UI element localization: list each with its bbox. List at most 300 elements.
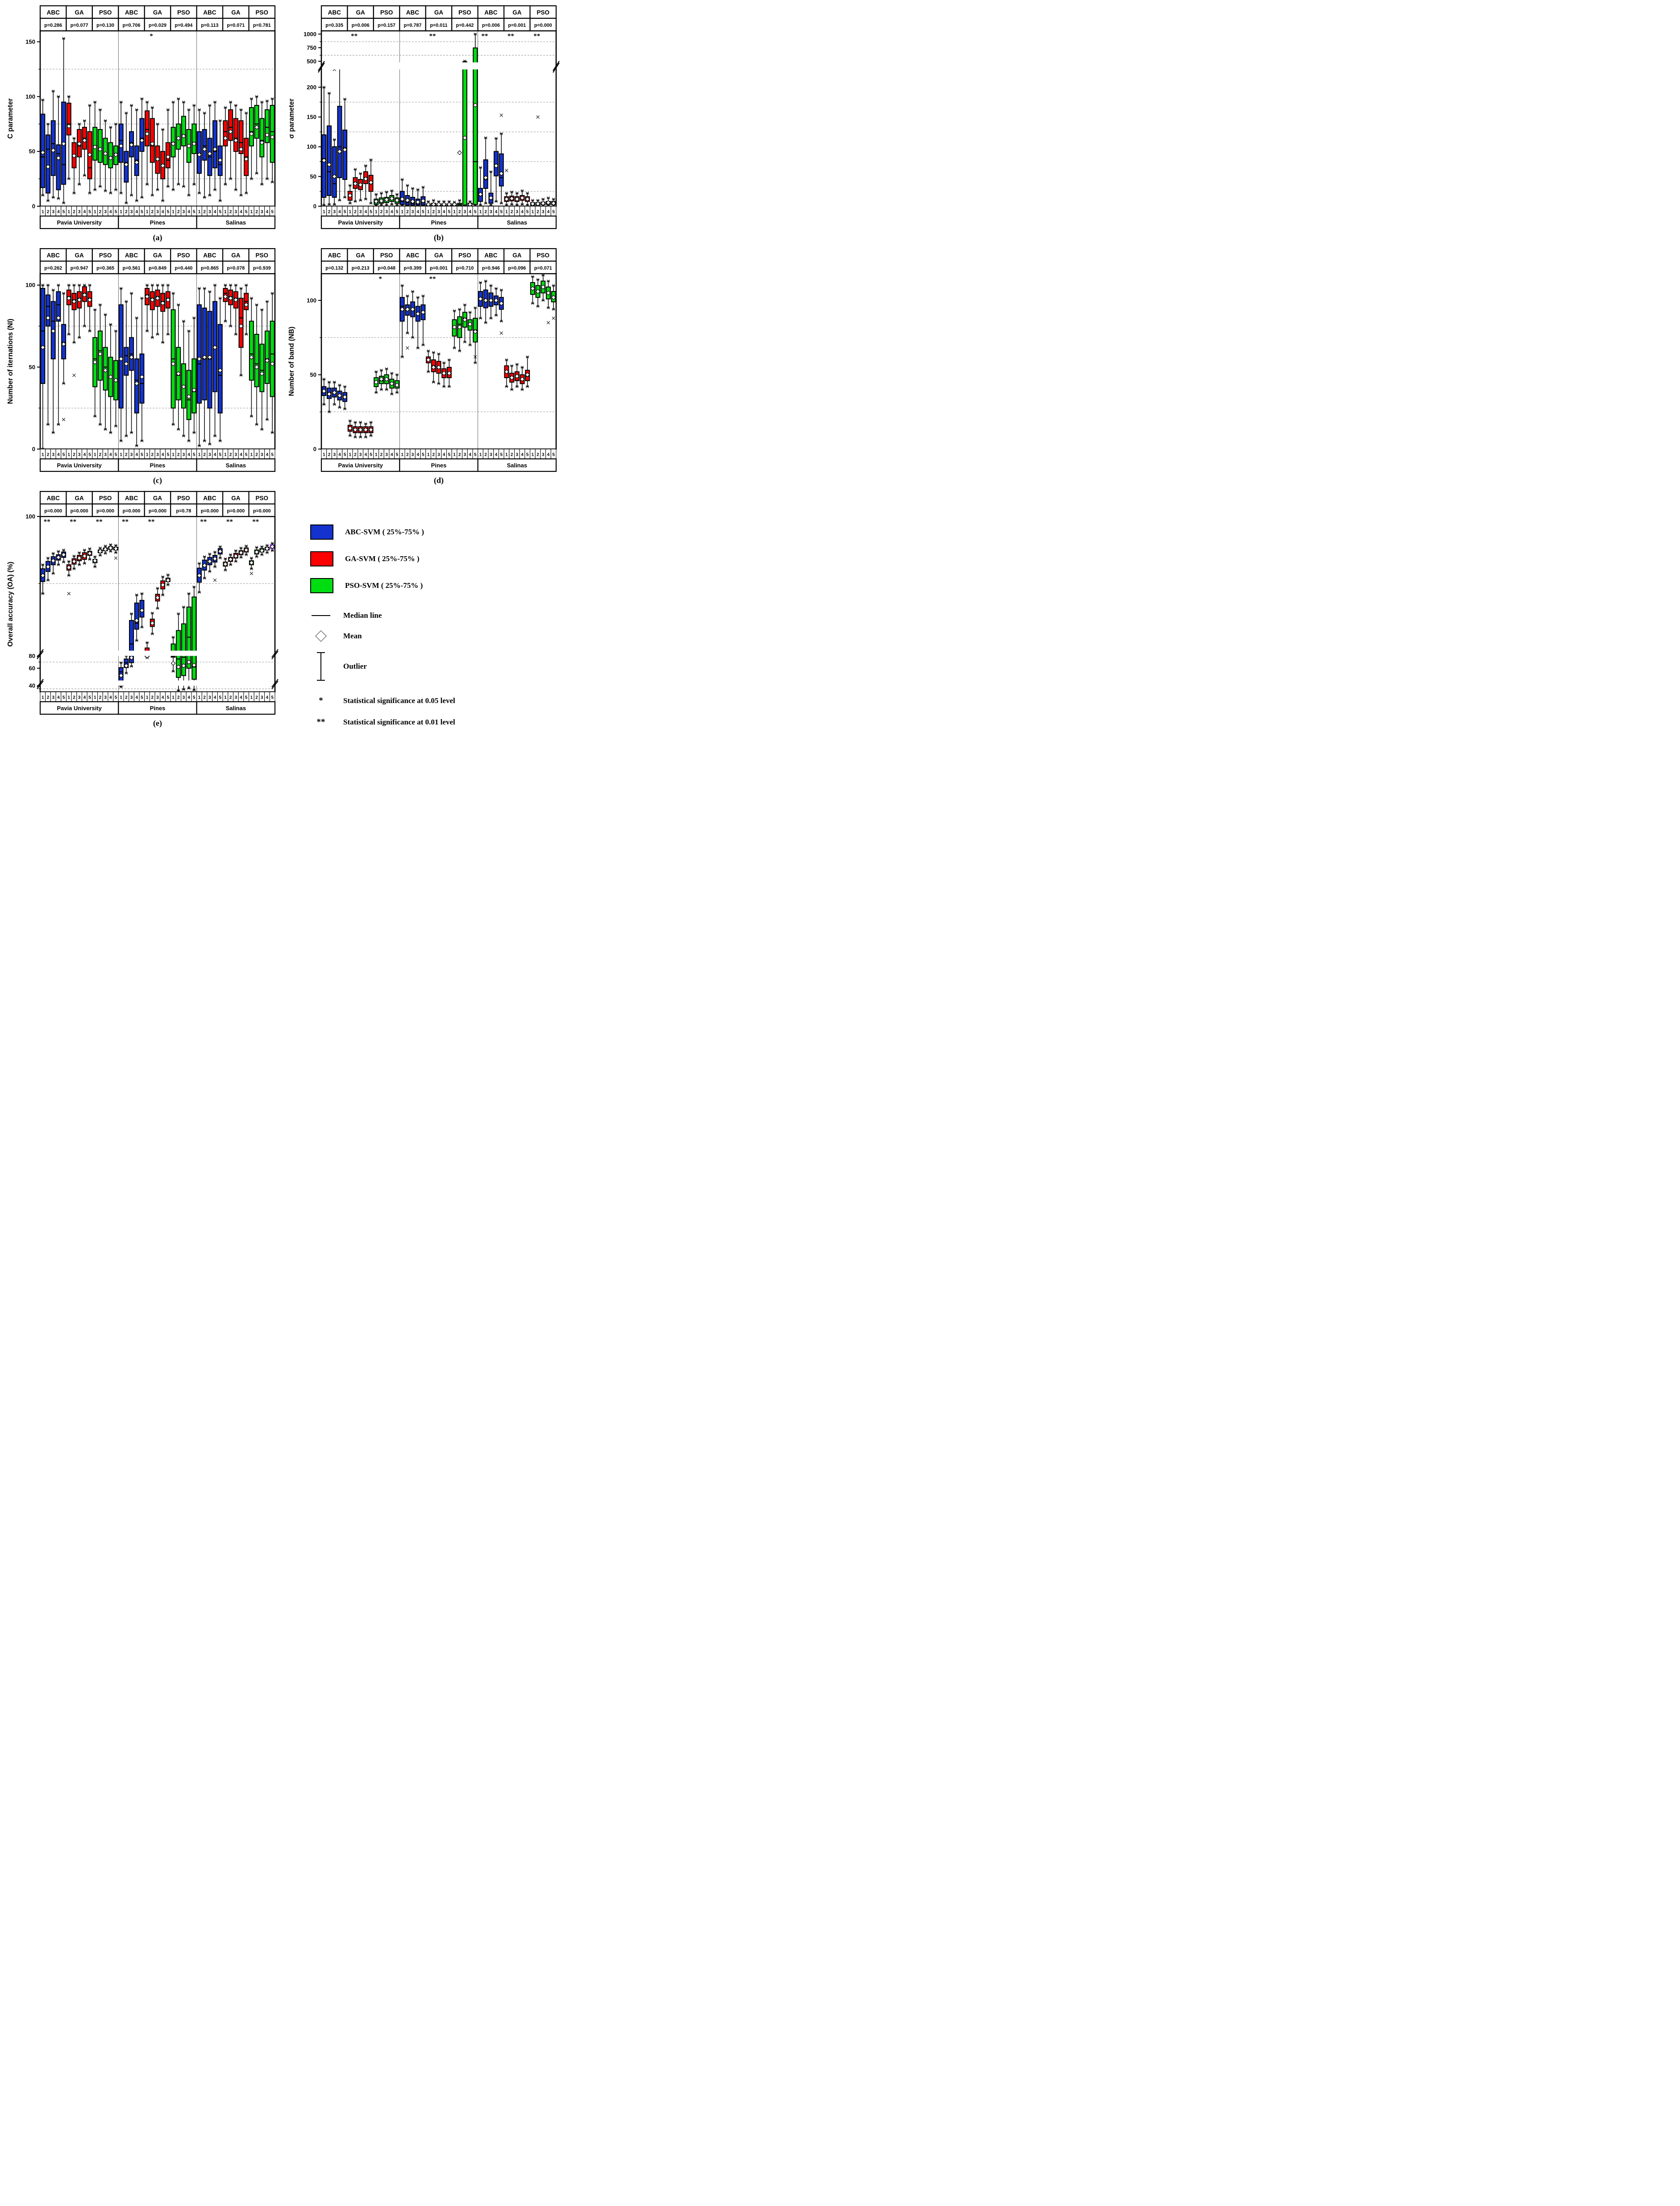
run-number: 3 bbox=[104, 452, 107, 458]
run-number: 3 bbox=[130, 209, 133, 215]
legend bbox=[310, 524, 533, 725]
p-value: p=0.113 bbox=[201, 23, 219, 28]
box-pavia-university-abc-5 bbox=[343, 385, 347, 410]
y-tick-label: 40 bbox=[29, 682, 35, 689]
box-salinas-ga-4 bbox=[239, 547, 243, 559]
box-pavia-university-pso-5 bbox=[395, 373, 399, 394]
run-number: 2 bbox=[380, 452, 383, 458]
run-number: 4 bbox=[391, 209, 393, 215]
run-number: 5 bbox=[88, 452, 91, 458]
box-salinas-abc-1 bbox=[197, 562, 201, 594]
dataset-label: Salinas bbox=[225, 219, 246, 226]
run-number: 3 bbox=[208, 209, 211, 215]
p-value: p=0.946 bbox=[482, 266, 500, 271]
run-number: 2 bbox=[177, 695, 180, 700]
median-line-icon bbox=[310, 615, 332, 616]
box-pavia-university-ga-1 bbox=[67, 284, 71, 336]
y-tick-label: 1000 bbox=[304, 30, 316, 37]
run-number: 3 bbox=[130, 695, 133, 700]
run-number: 1 bbox=[198, 209, 201, 215]
method-label: GA bbox=[231, 495, 241, 502]
panel-a bbox=[4, 4, 279, 246]
box-pines-pso-2 bbox=[457, 308, 462, 352]
pso-label: PSO-SVM ( 25%-75% ) bbox=[345, 581, 423, 590]
box-salinas-ga-5 bbox=[525, 356, 529, 388]
run-number: 3 bbox=[437, 452, 440, 458]
method-label: ABC bbox=[203, 495, 216, 502]
p-value: p=0.000 bbox=[227, 508, 245, 514]
run-number: 3 bbox=[156, 209, 159, 215]
run-number: 3 bbox=[385, 209, 388, 215]
run-number: 2 bbox=[46, 695, 50, 700]
run-number: 4 bbox=[213, 209, 216, 215]
run-number: 4 bbox=[391, 452, 393, 458]
run-number: 1 bbox=[224, 695, 227, 700]
run-number: 1 bbox=[93, 695, 96, 700]
p-value: p=0.494 bbox=[175, 23, 193, 28]
run-number: 3 bbox=[234, 695, 237, 700]
run-number: 5 bbox=[219, 695, 222, 700]
run-number: 3 bbox=[490, 452, 492, 458]
y-tick-label: 50 bbox=[29, 148, 35, 155]
run-number: 4 bbox=[109, 695, 112, 700]
y-tick-label: 500 bbox=[307, 58, 316, 65]
box-pines-pso-2 bbox=[176, 304, 180, 431]
box-salinas-pso-2 bbox=[254, 95, 258, 175]
run-number: 2 bbox=[484, 452, 487, 458]
box-salinas-ga-1 bbox=[223, 284, 227, 323]
box-pavia-university-ga-4 bbox=[83, 284, 87, 328]
box-pines-pso-1 bbox=[171, 101, 175, 191]
run-number: 1 bbox=[198, 452, 201, 458]
p-value: p=0.130 bbox=[96, 23, 115, 28]
box-salinas-pso-3 bbox=[260, 308, 264, 431]
run-number: 2 bbox=[380, 209, 383, 215]
legend-row-mean bbox=[310, 632, 533, 641]
method-label: ABC bbox=[46, 495, 60, 502]
p-value: p=0.787 bbox=[403, 23, 422, 28]
run-number: 4 bbox=[240, 209, 242, 215]
box-pines-abc-2 bbox=[124, 300, 128, 437]
dataset-label: Salinas bbox=[507, 462, 528, 469]
run-number: 3 bbox=[234, 452, 237, 458]
panel-caption: (a) bbox=[153, 233, 162, 242]
run-number: 3 bbox=[156, 695, 159, 700]
box-pines-ga-3 bbox=[155, 587, 159, 610]
box-salinas-abc-2 bbox=[203, 555, 207, 579]
y-tick-label: 100 bbox=[307, 143, 316, 150]
p-value: p=0.781 bbox=[253, 23, 271, 28]
run-number: 1 bbox=[349, 452, 352, 458]
run-number: 5 bbox=[166, 452, 170, 458]
run-number: 1 bbox=[42, 452, 44, 458]
run-number: 5 bbox=[422, 452, 424, 458]
run-number: 2 bbox=[125, 695, 128, 700]
significance-stars: ** bbox=[429, 33, 436, 40]
run-number: 1 bbox=[42, 209, 44, 215]
run-number: 2 bbox=[73, 695, 75, 700]
p-value: p=0.006 bbox=[351, 23, 370, 28]
p-value: p=0.029 bbox=[149, 23, 166, 28]
run-number: 4 bbox=[364, 452, 367, 458]
method-label: ABC bbox=[203, 9, 216, 16]
y-axis-ticks bbox=[304, 31, 321, 210]
method-label: GA bbox=[434, 252, 444, 259]
y-tick-label: 50 bbox=[310, 173, 316, 180]
box-salinas-abc-3 bbox=[208, 290, 212, 445]
method-label: ABC bbox=[406, 252, 420, 259]
run-number: 2 bbox=[73, 209, 75, 215]
run-number: 4 bbox=[161, 452, 164, 458]
method-label: ABC bbox=[125, 252, 138, 259]
box-pavia-university-abc-1 bbox=[41, 563, 45, 595]
run-number: 4 bbox=[161, 209, 164, 215]
method-label: GA bbox=[356, 252, 365, 259]
run-number: 2 bbox=[151, 209, 154, 215]
p-value: p=0.365 bbox=[96, 266, 115, 271]
box-pines-abc-4 bbox=[135, 108, 139, 202]
run-number: 5 bbox=[245, 209, 248, 215]
box-pines-ga-1 bbox=[145, 284, 149, 333]
run-number: 3 bbox=[208, 452, 211, 458]
box-pines-ga-5 bbox=[166, 574, 170, 587]
y-axis-ticks bbox=[307, 297, 321, 452]
run-number: 5 bbox=[395, 452, 399, 458]
run-number: 3 bbox=[385, 452, 388, 458]
method-label: GA bbox=[434, 9, 444, 16]
mean-label: Mean bbox=[343, 632, 362, 640]
method-label: ABC bbox=[484, 9, 498, 16]
p-value: p=0.000 bbox=[96, 508, 115, 514]
run-number: 4 bbox=[521, 209, 524, 215]
box-salinas-ga-4 bbox=[520, 366, 524, 391]
box-pines-abc-5 bbox=[421, 295, 425, 346]
run-number: 1 bbox=[479, 452, 482, 458]
method-label: PSO bbox=[255, 495, 269, 502]
run-number: 1 bbox=[505, 209, 508, 215]
method-label: PSO bbox=[255, 9, 269, 16]
run-number: 2 bbox=[328, 209, 331, 215]
box-pines-pso-1 bbox=[171, 292, 175, 426]
p-value: p=0.048 bbox=[378, 266, 396, 271]
p-value: p=0.071 bbox=[534, 266, 552, 271]
box-pavia-university-pso-2 bbox=[379, 192, 383, 207]
y-axis-label: σ parameter bbox=[288, 98, 295, 139]
box-pines-abc-1 bbox=[400, 284, 404, 358]
box-salinas-abc-4 bbox=[213, 101, 217, 191]
box-pines-abc-3 bbox=[129, 104, 133, 196]
y-axis-ticks bbox=[25, 38, 40, 209]
run-number: 5 bbox=[500, 209, 503, 215]
box-salinas-ga-2 bbox=[510, 191, 514, 206]
box-salinas-pso-5 bbox=[270, 542, 274, 552]
run-number: 1 bbox=[427, 209, 430, 215]
method-label: GA bbox=[356, 9, 365, 16]
run-number: 5 bbox=[448, 452, 451, 458]
panel-caption: (d) bbox=[434, 476, 444, 485]
box-pines-ga-1 bbox=[426, 350, 430, 373]
run-number: 4 bbox=[213, 452, 216, 458]
box-pines-pso-3 bbox=[463, 60, 467, 207]
method-label: GA bbox=[75, 252, 84, 259]
run-number: 3 bbox=[78, 695, 81, 700]
p-value: p=0.000 bbox=[149, 508, 166, 514]
box-pines-ga-5 bbox=[447, 358, 451, 388]
box-salinas-ga-4 bbox=[239, 108, 243, 197]
run-number: 2 bbox=[177, 209, 180, 215]
box-pavia-university-pso-5 bbox=[395, 193, 399, 206]
box-pines-abc-5 bbox=[140, 97, 144, 199]
run-number: 2 bbox=[125, 209, 128, 215]
p-value: p=0.078 bbox=[227, 266, 245, 271]
box-pines-ga-4 bbox=[442, 362, 446, 388]
run-number: 5 bbox=[219, 452, 222, 458]
run-number: 4 bbox=[135, 452, 138, 458]
box-pines-abc-3 bbox=[411, 290, 415, 339]
box-pines-abc-4 bbox=[135, 316, 139, 447]
box-pines-abc-1 bbox=[119, 101, 123, 195]
run-number: 1 bbox=[146, 452, 149, 458]
run-number: 4 bbox=[416, 209, 420, 215]
method-label: ABC bbox=[125, 9, 138, 16]
boxplot-e bbox=[4, 489, 279, 731]
box-salinas-abc-4 bbox=[494, 137, 498, 203]
dataset-label: Salinas bbox=[507, 219, 528, 226]
run-number: 5 bbox=[526, 209, 529, 215]
run-number: 4 bbox=[109, 209, 112, 215]
box-pines-pso-4 bbox=[187, 108, 191, 197]
run-number: 4 bbox=[240, 695, 242, 700]
run-number: 4 bbox=[364, 209, 367, 215]
y-tick-label: 0 bbox=[313, 445, 316, 453]
method-label: GA bbox=[153, 9, 162, 16]
run-number: 1 bbox=[531, 452, 534, 458]
significance-stars: * bbox=[378, 275, 382, 283]
box-salinas-ga-3 bbox=[515, 192, 519, 207]
boxplot-c bbox=[4, 246, 279, 488]
box-pines-pso-3 bbox=[182, 320, 186, 437]
box-pines-pso-5 bbox=[192, 586, 196, 691]
run-number: 4 bbox=[521, 452, 524, 458]
boxplot-d bbox=[286, 246, 560, 488]
box-pavia-university-ga-1 bbox=[67, 560, 71, 595]
panel-e bbox=[4, 489, 279, 731]
box-pavia-university-abc-2 bbox=[46, 284, 50, 426]
p-value: p=0.000 bbox=[122, 508, 141, 514]
run-number: 3 bbox=[411, 452, 414, 458]
run-number: 3 bbox=[516, 452, 519, 458]
run-number: 2 bbox=[328, 452, 331, 458]
box-pines-abc-2 bbox=[405, 184, 409, 207]
run-number: 4 bbox=[109, 452, 112, 458]
run-number: 3 bbox=[359, 209, 362, 215]
run-number: 1 bbox=[198, 695, 201, 700]
ga-swatch bbox=[310, 551, 333, 566]
box-salinas-pso-4 bbox=[265, 544, 269, 554]
run-number: 5 bbox=[370, 452, 372, 458]
run-number: 1 bbox=[505, 452, 508, 458]
significance-stars: * bbox=[150, 33, 153, 40]
box-pines-abc-5 bbox=[421, 186, 425, 207]
box-pines-ga-4 bbox=[161, 575, 165, 596]
run-number: 2 bbox=[406, 209, 409, 215]
run-number: 5 bbox=[141, 695, 143, 700]
run-number: 4 bbox=[338, 209, 341, 215]
box-salinas-ga-4 bbox=[520, 189, 524, 206]
axis-break-band bbox=[318, 62, 559, 70]
box-pavia-university-abc-3 bbox=[51, 289, 55, 434]
run-number: 1 bbox=[172, 209, 175, 215]
box-pavia-university-ga-5 bbox=[87, 547, 91, 561]
box-pavia-university-abc-4 bbox=[56, 550, 60, 566]
box-pines-abc-4 bbox=[416, 296, 420, 349]
p-value: p=0.000 bbox=[44, 508, 62, 514]
run-number: 2 bbox=[458, 452, 461, 458]
p-value: p=0.213 bbox=[351, 266, 370, 271]
y-tick-label: 150 bbox=[25, 38, 35, 46]
box-pines-abc-2 bbox=[405, 295, 409, 350]
run-number: 1 bbox=[172, 452, 175, 458]
dataset-label: Salinas bbox=[225, 462, 246, 469]
median-label: Median line bbox=[343, 611, 382, 620]
run-number: 4 bbox=[240, 452, 242, 458]
y-axis-label: Number of band (NB) bbox=[288, 326, 295, 396]
method-label: ABC bbox=[328, 252, 341, 259]
run-number: 2 bbox=[536, 209, 539, 215]
axis-break-band bbox=[37, 680, 278, 686]
legend-row-ga bbox=[310, 551, 533, 566]
y-axis-label: Overall accuracy (OA) (%) bbox=[7, 562, 14, 647]
run-number: 2 bbox=[458, 209, 461, 215]
run-number: 1 bbox=[374, 452, 378, 458]
box-salinas-ga-2 bbox=[510, 364, 514, 391]
box-pavia-university-abc-5 bbox=[62, 37, 66, 204]
run-number: 5 bbox=[62, 452, 65, 458]
box-salinas-pso-3 bbox=[260, 101, 264, 186]
panel-d bbox=[286, 246, 560, 488]
method-label: PSO bbox=[536, 252, 550, 259]
run-number: 3 bbox=[411, 209, 414, 215]
run-number: 2 bbox=[99, 452, 102, 458]
run-number: 5 bbox=[552, 209, 555, 215]
box-pavia-university-pso-4 bbox=[108, 543, 112, 553]
run-number: 1 bbox=[93, 209, 96, 215]
run-number: 3 bbox=[463, 452, 466, 458]
box-pines-ga-2 bbox=[150, 284, 154, 339]
box-pavia-university-abc-4 bbox=[337, 384, 341, 409]
run-number: 1 bbox=[401, 209, 403, 215]
run-number: 3 bbox=[78, 209, 81, 215]
box-salinas-pso-2 bbox=[254, 304, 258, 426]
run-number: 3 bbox=[52, 452, 55, 458]
p-value: p=0.939 bbox=[253, 266, 271, 271]
run-number: 1 bbox=[479, 209, 482, 215]
box-pavia-university-abc-3 bbox=[333, 381, 337, 406]
run-number: 4 bbox=[57, 209, 60, 215]
box-pavia-university-abc-1 bbox=[322, 378, 326, 406]
run-number: 4 bbox=[266, 209, 269, 215]
run-number: 3 bbox=[208, 695, 211, 700]
run-number: 4 bbox=[266, 452, 269, 458]
box-pines-abc-1 bbox=[119, 287, 123, 442]
box-salinas-abc-5 bbox=[499, 289, 503, 335]
run-number: 3 bbox=[260, 695, 263, 700]
dataset-label: Pines bbox=[150, 462, 166, 469]
run-number: 3 bbox=[104, 695, 107, 700]
method-label: ABC bbox=[125, 495, 138, 502]
box-pavia-university-abc-1 bbox=[41, 99, 45, 197]
box-pavia-university-abc-2 bbox=[327, 381, 331, 413]
run-number: 1 bbox=[93, 452, 96, 458]
run-number: 2 bbox=[229, 452, 232, 458]
box-pavia-university-abc-2 bbox=[46, 123, 50, 202]
run-number: 3 bbox=[333, 452, 336, 458]
box-pavia-university-pso-1 bbox=[374, 193, 378, 207]
y-axis-ticks bbox=[25, 513, 40, 689]
box-pines-abc-5 bbox=[140, 592, 144, 629]
run-number: 4 bbox=[416, 452, 420, 458]
run-number: 1 bbox=[224, 209, 227, 215]
run-number: 1 bbox=[250, 452, 253, 458]
sig-01-mark: ** bbox=[316, 717, 325, 727]
box-salinas-ga-2 bbox=[229, 554, 233, 566]
box-pavia-university-pso-5 bbox=[114, 330, 118, 428]
significance-stars: ** bbox=[429, 275, 436, 283]
run-number: 3 bbox=[104, 209, 107, 215]
run-number: 2 bbox=[203, 452, 206, 458]
significance-stars: ** bbox=[481, 33, 488, 40]
box-pavia-university-pso-1 bbox=[93, 308, 97, 418]
run-number: 1 bbox=[67, 695, 71, 700]
box-salinas-pso-1 bbox=[250, 557, 254, 575]
box-pavia-university-abc-5 bbox=[62, 549, 66, 563]
box-salinas-ga-3 bbox=[515, 363, 519, 388]
run-number: 5 bbox=[271, 452, 274, 458]
box-pavia-university-abc-5 bbox=[62, 292, 66, 421]
box-pines-pso-3 bbox=[182, 101, 186, 188]
run-number: 1 bbox=[401, 452, 403, 458]
box-salinas-abc-3 bbox=[489, 284, 493, 320]
box-salinas-ga-2 bbox=[229, 101, 233, 180]
method-label: GA bbox=[512, 252, 522, 259]
box-pines-pso-2 bbox=[457, 150, 462, 207]
run-number: 2 bbox=[510, 209, 513, 215]
box-salinas-pso-5 bbox=[270, 292, 274, 434]
box-pavia-university-pso-3 bbox=[385, 367, 389, 391]
box-salinas-abc-1 bbox=[197, 287, 201, 447]
run-number: 5 bbox=[500, 452, 503, 458]
boxplot-b bbox=[286, 4, 560, 246]
method-label: ABC bbox=[328, 9, 341, 16]
significance-stars: ** bbox=[507, 33, 514, 40]
y-tick-label: 750 bbox=[307, 44, 316, 51]
run-number: 5 bbox=[166, 695, 170, 700]
run-number: 2 bbox=[177, 452, 180, 458]
y-tick-label: 100 bbox=[25, 93, 35, 100]
box-salinas-pso-3 bbox=[260, 545, 264, 556]
run-number: 3 bbox=[78, 452, 81, 458]
method-label: PSO bbox=[380, 252, 393, 259]
run-number: 5 bbox=[193, 209, 195, 215]
box-salinas-ga-5 bbox=[244, 545, 248, 556]
mean-diamond bbox=[171, 661, 175, 665]
box-salinas-ga-1 bbox=[223, 106, 227, 186]
box-salinas-pso-2 bbox=[536, 278, 540, 308]
box-pines-pso-3 bbox=[182, 606, 186, 691]
box-pavia-university-pso-4 bbox=[108, 126, 112, 194]
box-pines-pso-1 bbox=[452, 309, 456, 349]
panel-caption: (b) bbox=[434, 233, 444, 242]
